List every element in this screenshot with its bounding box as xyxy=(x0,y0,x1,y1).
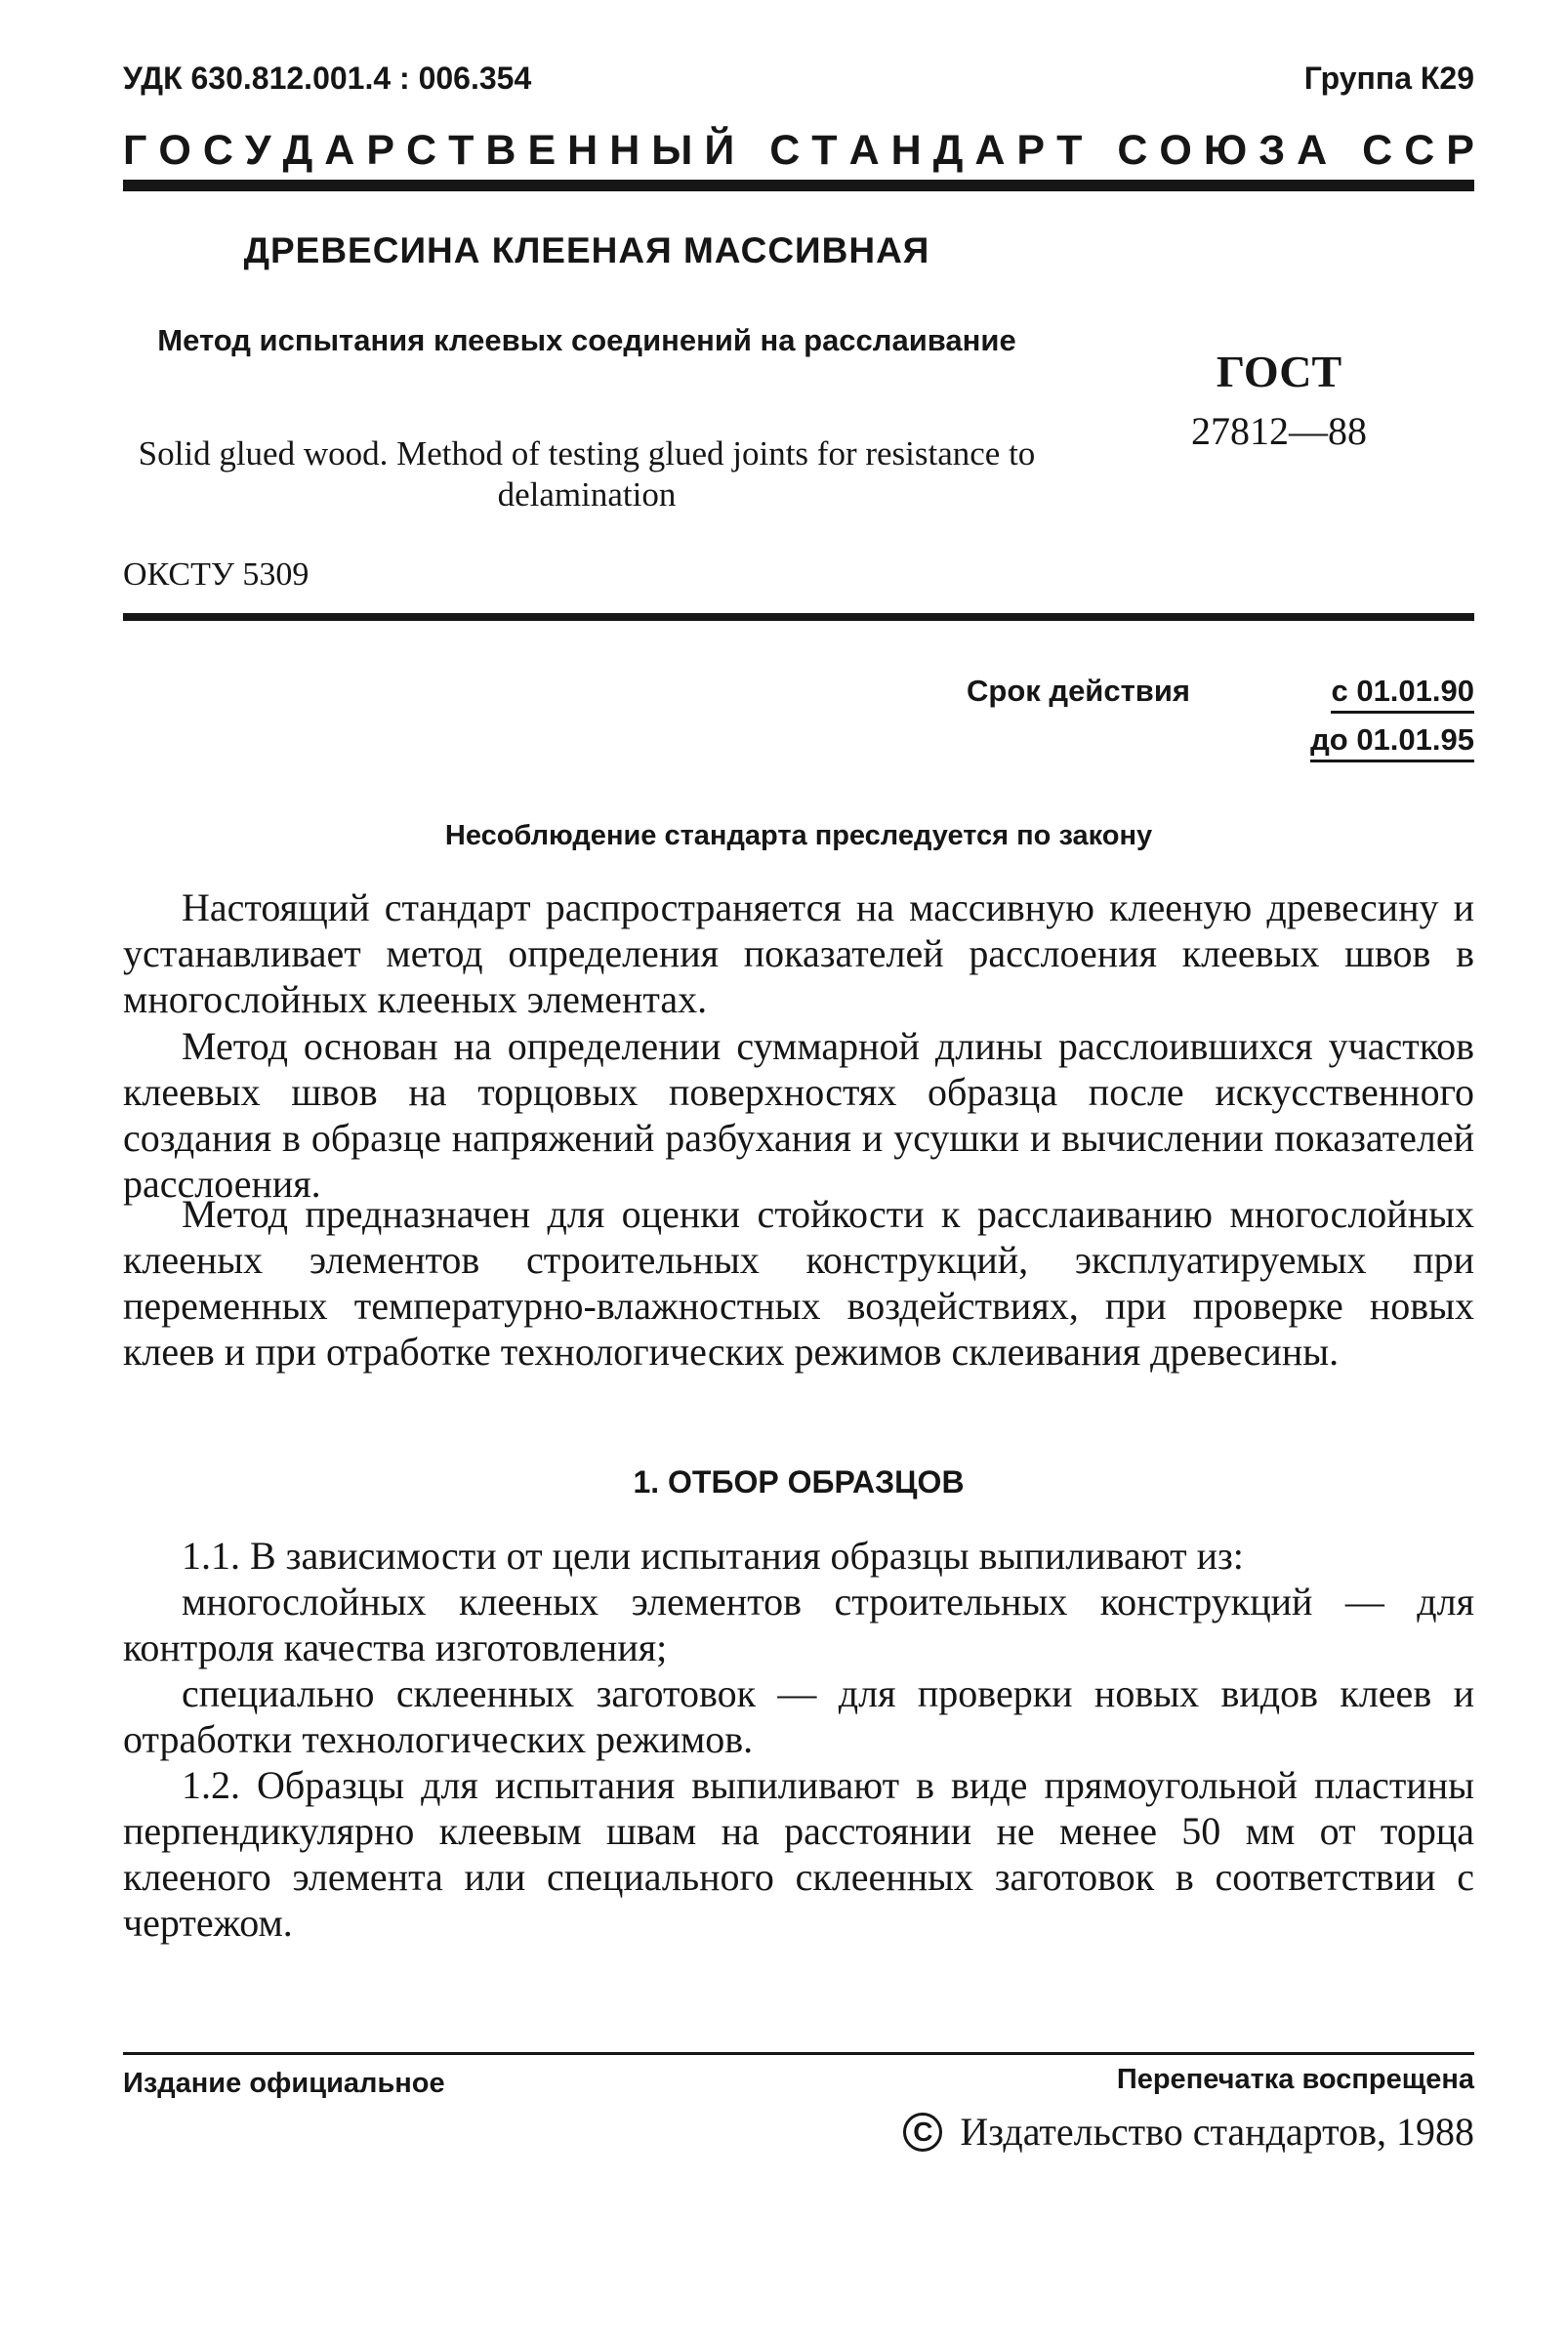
udk-code: УДК 630.812.001.4 : 006.354 xyxy=(123,61,532,96)
heading-letter: З xyxy=(1259,127,1286,174)
gov-standard-heading xyxy=(123,127,1474,175)
heading-letter: О xyxy=(158,127,191,174)
middle-rule xyxy=(123,613,1474,621)
heading-letter: А xyxy=(324,127,355,174)
heading-letter: Р xyxy=(366,127,395,174)
clause-1-1: 1.1. В зависимости от цели испытания образцы выпиливают из: xyxy=(182,1534,1244,1578)
heading-letter: С xyxy=(769,127,801,174)
heading-letter: Й xyxy=(704,127,735,174)
heading-letter: Р xyxy=(1446,127,1474,174)
heading-letter: Н xyxy=(890,127,922,174)
heading-gap xyxy=(1093,127,1105,175)
reprint-notice: Перепечатка воспрещена xyxy=(1116,2064,1474,2095)
heading-letter: Ю xyxy=(1203,127,1248,174)
heading-letter: Е xyxy=(527,127,557,174)
copyright-icon: C xyxy=(903,2113,942,2152)
heading-letter: Г xyxy=(123,127,147,174)
heading-letter: Т xyxy=(448,127,475,174)
heading-letter: Ы xyxy=(651,127,693,174)
validity-label: Срок действия xyxy=(967,674,1190,708)
copyright-line xyxy=(903,2109,1474,2155)
subtitle-russian: Метод испытания клеевых соединений на расслаивание xyxy=(157,323,1016,357)
heading-letter: С xyxy=(1404,127,1435,174)
subtitle-english: Solid glued wood. Method of testing glued joints for resistance to delamination xyxy=(138,434,1036,514)
heading-letter: У xyxy=(244,127,271,174)
clause-1-2: 1.2. Образцы для испытания выпиливают в виде прямоугольной пластины перпендикулярно клеевым швам на расстоянии не менее 50 мм от торца клееного элемента или специального склеенных заготовок в соответствии с чертежом. xyxy=(123,1763,1474,1945)
validity-from: с 01.01.90 xyxy=(1331,674,1474,714)
group-code: Группа К29 xyxy=(1303,61,1474,96)
heading-letter: А xyxy=(848,127,880,174)
heading-letter: Т xyxy=(811,127,838,174)
copyright-text: Издательство стандартов, 1988 xyxy=(960,2110,1474,2154)
validity-to: до 01.01.95 xyxy=(1310,722,1474,762)
section-heading: 1. ОТБОР ОБРАЗЦОВ xyxy=(633,1464,965,1500)
heading-letter: Н xyxy=(609,127,640,174)
document-title: ДРЕВЕСИНА КЛЕЕНАЯ МАССИВНАЯ xyxy=(243,230,930,270)
gost-number: 27812—88 xyxy=(1191,409,1367,453)
heading-letter: А xyxy=(1297,127,1328,174)
intro-paragraph-1: Настоящий стандарт распространяется на массивную клееную древесину и устанавливает метод определения показателей расслоения клеевых швов в многослойных клееных элементах. xyxy=(123,885,1474,1021)
bottom-rule xyxy=(123,2052,1474,2055)
heading-letter: А xyxy=(974,127,1006,174)
heading-letter: Н xyxy=(567,127,598,174)
heading-letter: Р xyxy=(1016,127,1046,174)
heading-letter: Т xyxy=(1056,127,1083,174)
gost-label: ГОСТ xyxy=(1216,347,1342,396)
heading-letter: Д xyxy=(282,127,313,174)
validity-period xyxy=(967,674,1474,781)
heading-letter: Д xyxy=(932,127,964,174)
intro-paragraph-3: Метод предназначен для оценки стойкости к расслаиванию многослойных клееных элементов строительных конструкций, эксплуатируемых при переменных температурно-влажностных воздействиях, при проверке новых клеев и при отработке технологических режимов склеивания древесины. xyxy=(123,1192,1474,1374)
okstu-code: ОКСТУ 5309 xyxy=(123,556,309,593)
clause-1-1-item-a: многослойных клееных элементов строительных конструкций — для контроля качества изготовления; xyxy=(123,1580,1474,1669)
legal-notice: Несоблюдение стандарта преследуется по закону xyxy=(444,820,1153,851)
heading-letter: С xyxy=(202,127,233,174)
heading-letter: В xyxy=(485,127,516,174)
top-rule xyxy=(123,180,1474,191)
heading-letter: С xyxy=(1362,127,1393,174)
clause-1-1-item-b: специально склеенных заготовок — для проверки новых видов клеев и отработки технологических режимов. xyxy=(123,1671,1474,1761)
heading-letter: С xyxy=(406,127,437,174)
heading-letter: О xyxy=(1159,127,1192,174)
edition-label: Издание официальное xyxy=(123,2068,445,2099)
heading-gap xyxy=(746,127,758,175)
heading-letter: С xyxy=(1117,127,1148,174)
heading-gap xyxy=(1339,127,1350,175)
intro-paragraph-2: Метод основан на определении суммарной длины расслоившихся участков клеевых швов на торцовых поверхностях образца после искусственного создания в образце напряжений разбухания и усушки и вычислении показателей расслоения. xyxy=(123,1024,1474,1206)
